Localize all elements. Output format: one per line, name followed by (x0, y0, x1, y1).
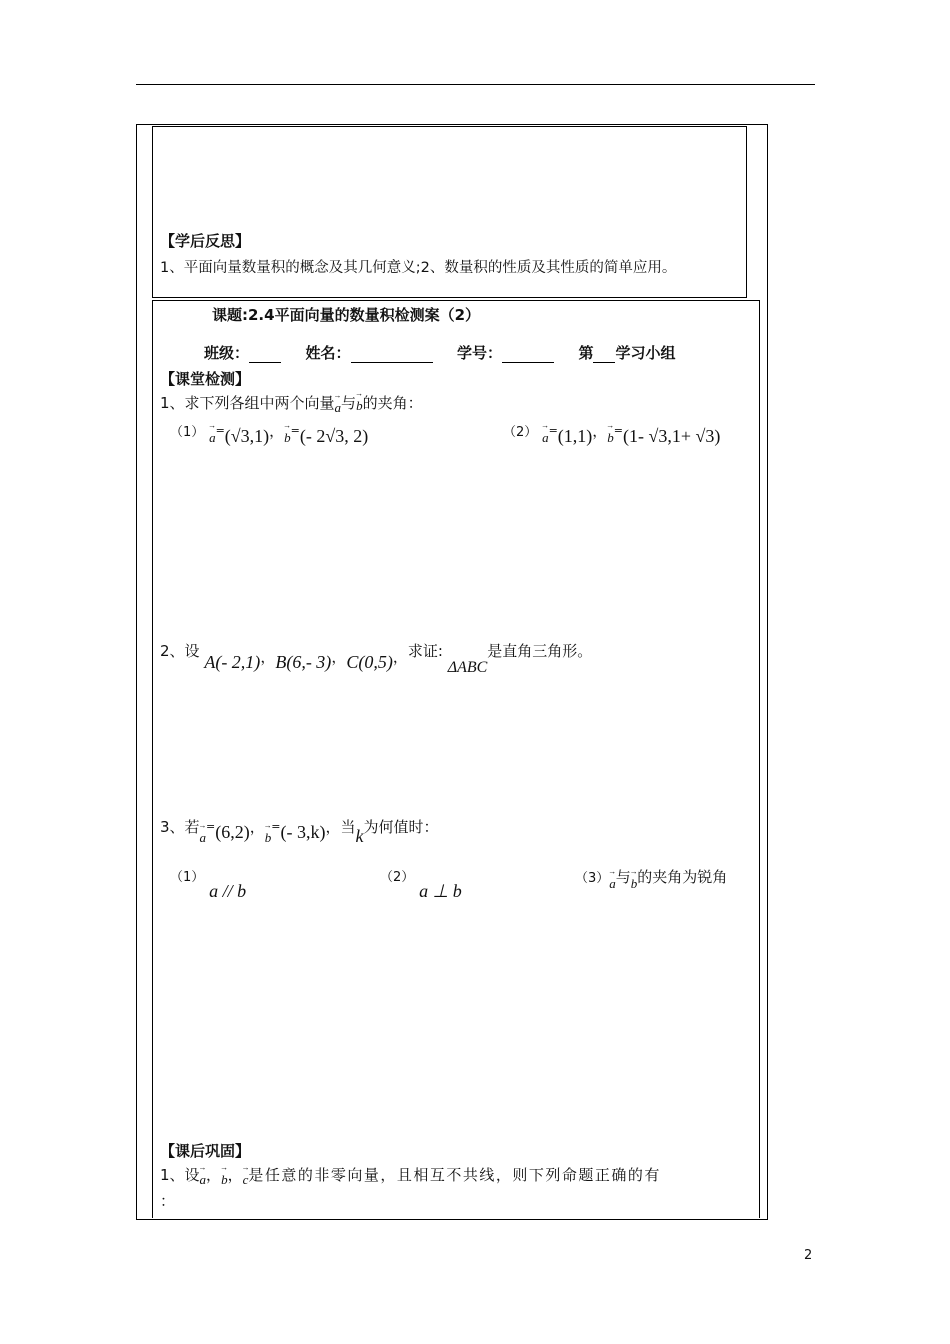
upper-inner-left (152, 126, 153, 298)
q2-prove: 求证: (407, 642, 443, 660)
vector-a-symbol: → a (335, 400, 342, 416)
name-blank[interactable] (351, 362, 433, 363)
q1-part1-number: （1） (170, 425, 205, 440)
number-blank[interactable] (502, 362, 554, 363)
q3-case1: （1） a // b (170, 870, 247, 901)
vector-b-symbol: → b (607, 430, 614, 446)
q2-line: 2、设 A(- 2,1)，B(6,- 3)，C(0,5)，求证: ΔABC是直角三角形。 (160, 642, 593, 676)
vector-c-symbol: → c (243, 1172, 249, 1188)
vector-b-symbol: → b (631, 876, 638, 892)
q3-a-value: (6,2) (215, 822, 250, 842)
name-label: 姓名： (305, 344, 351, 362)
upper-inner-top (152, 126, 747, 127)
consolidation-heading: 【课后巩固】 (160, 1142, 251, 1160)
page-number: 2 (804, 1248, 813, 1263)
vector-b-symbol: → b (265, 830, 272, 846)
consolidation-q1-cont: ： (160, 1192, 176, 1210)
q2-conclusion: 是直角三角形。 (487, 642, 593, 660)
class-test-heading: 【课堂检测】 (160, 370, 251, 388)
class-label: 班级： (204, 344, 250, 362)
reflection-heading: 【学后反思】 (160, 232, 251, 250)
q3-case3: （3）→ a与→ b的夹角为锐角 (575, 866, 727, 892)
upper-inner-bottom (152, 297, 747, 298)
q1-p2-a-value: (1,1) (557, 426, 593, 446)
consolidation-q1: 1、设→ a，→ b，→ c是任意的非零向量，且相互不共线，则下列命题正确的有 (160, 1164, 661, 1188)
q1-p2-b-value: (1- √3,1+ √3) (623, 426, 721, 446)
q2-point-b: B(6,- 3) (275, 652, 332, 672)
q3-case1-expr: a // b (209, 881, 247, 901)
group-suffix: 学习小组 (615, 344, 676, 362)
q1-stem: 1、求下列各组中两个向量→ a与→ b的夹角： (160, 392, 423, 416)
lower-inner-left (152, 300, 153, 1218)
vector-a-symbol: → a (200, 830, 207, 846)
q3-case2: （2） a ⊥ b (380, 870, 462, 901)
q3-k: k (355, 826, 364, 846)
student-info-line (204, 342, 675, 363)
lower-inner-top (152, 300, 760, 301)
q1-part2: （2） → a=(1,1)，→ b=(1- √3,1+ √3) (503, 420, 720, 447)
q1-part2-number: （2） (503, 425, 538, 440)
q3-case2-expr: a ⊥ b (419, 881, 462, 901)
vector-b-symbol: → b (356, 398, 363, 414)
vector-b-symbol: → b (221, 1172, 228, 1188)
q3-line: 3、若→ a=(6,2)，→ b=(- 3,k)，当k为何值时： (160, 816, 439, 847)
q3-when: 当 (340, 818, 356, 836)
outer-right-border (767, 124, 768, 1220)
number-label: 学号： (456, 344, 502, 362)
vector-a-symbol: → a (609, 876, 616, 892)
q2-number: 2、设 (160, 642, 200, 660)
vector-b-symbol: → b (284, 430, 291, 446)
header-rule (136, 84, 815, 85)
q3-ask: 为何值时： (363, 818, 439, 836)
q1-part1: （1） → a=(√3,1)，→ b=(- 2√3, 2) (170, 420, 368, 447)
vector-a-symbol: → a (542, 430, 549, 446)
q3-number: 3、若 (160, 818, 200, 836)
vector-a-symbol: → a (200, 1172, 207, 1188)
upper-inner-right (746, 126, 747, 298)
q2-point-c: C(0,5) (346, 652, 393, 672)
q3-b-value: (- 3,k) (280, 822, 326, 842)
q2-point-a: A(- 2,1) (204, 652, 261, 672)
vector-a-symbol: → a (209, 430, 216, 446)
class-blank[interactable] (249, 362, 281, 363)
q1-p1-b-value: (- 2√3, 2) (299, 426, 369, 446)
outer-top-border (136, 124, 768, 125)
lower-inner-right (759, 300, 760, 1218)
q2-triangle: ΔABC (447, 659, 488, 676)
group-prefix: 第 (578, 344, 594, 362)
outer-bottom-border (136, 1219, 768, 1220)
outer-left-border (136, 124, 137, 1220)
group-blank[interactable] (593, 362, 615, 363)
reflection-text: 1、平面向量数量积的概念及其几何意义;2、数量积的性质及其性质的简单应用。 (160, 260, 677, 276)
q1-p1-a-value: (√3,1) (224, 426, 270, 446)
lesson-title: 课题:2.4平面向量的数量积检测案（2） (212, 306, 481, 324)
